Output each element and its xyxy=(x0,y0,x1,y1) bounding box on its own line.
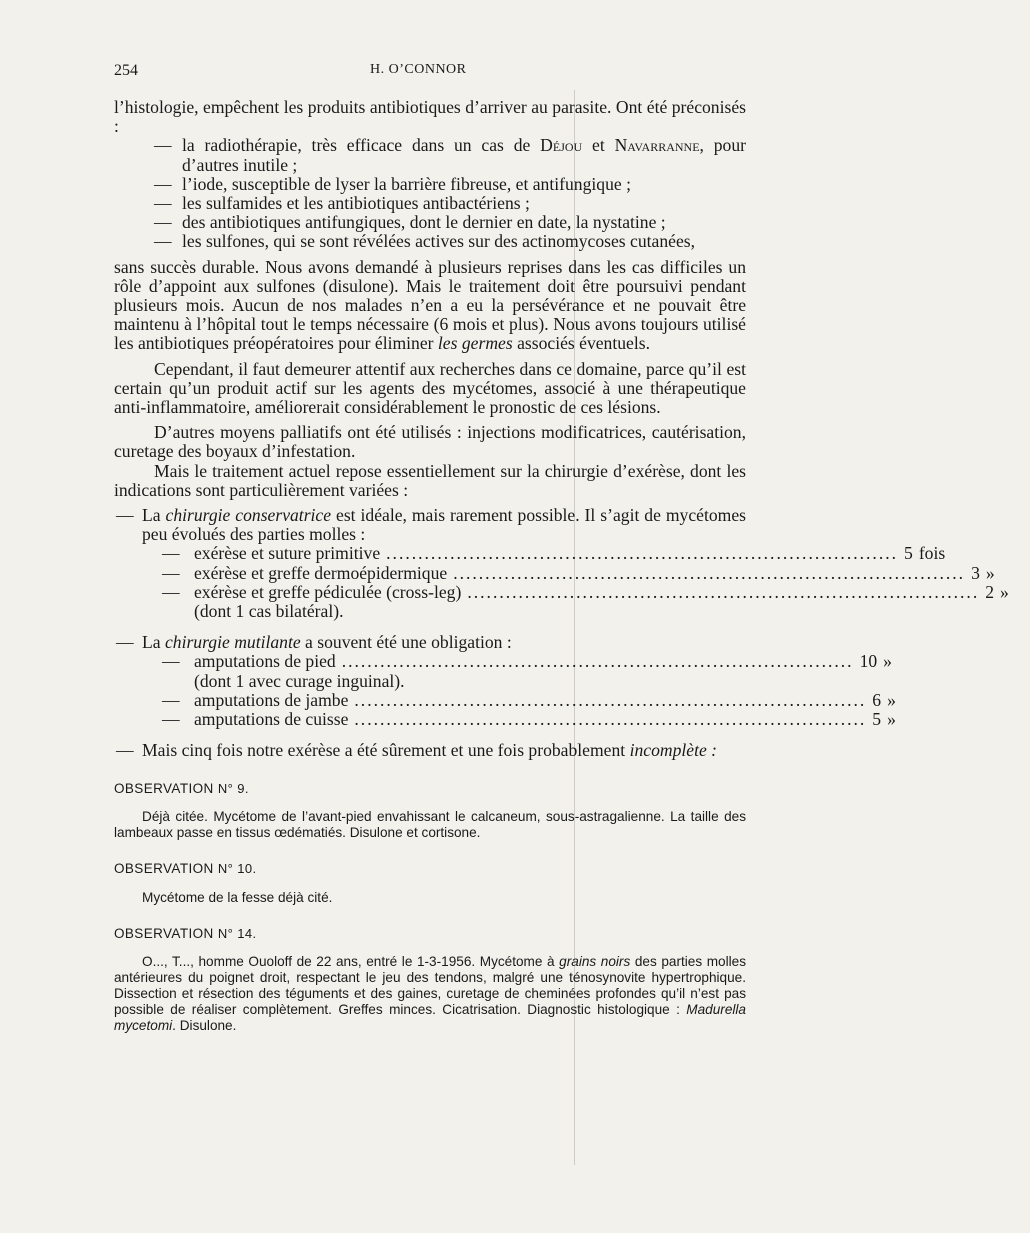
page-header xyxy=(114,62,746,86)
row-note: (dont 1 avec curage inguinal). xyxy=(194,670,405,691)
main-text xyxy=(114,97,1009,761)
row-note: (dont 1 cas bilatéral). xyxy=(194,601,344,622)
observation-10 xyxy=(114,861,746,906)
stat-row: — amputations de cuisse ................................................................................ 5 » xyxy=(162,709,896,730)
paragraph-palliative: D’autres moyens palliatifs ont été utilisés : injections modificatrices, cautérisation, curetage des boyaux d’infestation. xyxy=(114,422,746,462)
observation-text: Mycétome de la fesse déjà cité. xyxy=(142,889,333,905)
observation-text: Déjà citée. Mycétome de l’avant-pied envahissant le calcaneum, sous-astragalienne. La taille des lambeaux passe en tissus œdématiés. Disulone et cortisone. xyxy=(114,809,746,841)
paragraph-research: Cependant, il faut demeurer attentif aux recherches dans ce domaine, parce qu’il est certain qu’un produit actif sur les agents des mycétomes, associé à une thérapeutique anti-inflammatoire, améliorerait considérablement le pronostic de ces lésions. xyxy=(114,358,746,418)
list-item: — des antibiotiques antifungiques, dont le dernier en date, la nystatine ; xyxy=(154,212,666,233)
list-item: — les sulfones, qui se sont révélées actives sur des actinomycoses cutanées, xyxy=(154,231,696,252)
stat-row: — amputations de jambe ................................................................................ 6 » xyxy=(162,689,896,710)
list-item: — la radiothérapie, très efficace dans un cas de Déjou et Navarranne, pour d’autres inutile ; xyxy=(154,135,747,175)
observation-title: OBSERVATION N° 14. xyxy=(114,925,257,941)
category-heading: — La chirurgie mutilante a souvent été une obligation : xyxy=(116,632,512,653)
category-heading: — La chirurgie conservatrice est idéale, mais rarement possible. Il s’agit de mycétomes peu évolués des parties molles : xyxy=(116,505,746,545)
paragraph-intro: l’histologie, empêchent les produits antibiotiques d’arriver au parasite. Ont été préconisés : xyxy=(114,97,746,137)
observation-title: OBSERVATION N° 10. xyxy=(114,861,257,877)
observation-text: O..., T..., homme Ouoloff de 22 ans, entré le 1-3-1956. Mycétome à grains noirs des parties molles antérieures du poignet droit, respectant le jeu des tendons, malgré une ténosynovite hypertrophique. Dissection et résection des téguments et des gaines, curetage de cheminées profondes qu’il n’est pas possible de réaliser complètement. Greffes minces. Cicatrisation. Diagnostic histologique : Madurella mycetomi. Disulone. xyxy=(114,954,746,1034)
incomplete-excision: — Mais cinq fois notre exérèse a été sûrement et une fois probablement incomplète : xyxy=(116,740,718,761)
stat-row: — exérèse et greffe pédiculée (cross-leg) ................................................................................ 2 » xyxy=(162,581,1009,602)
stat-row: — exérèse et greffe dermoépidermique ................................................................................ 3 » xyxy=(162,562,995,583)
conservative-surgery xyxy=(114,505,1009,622)
list-item: — l’iode, susceptible de lyser la barrière fibreuse, et antifungique ; xyxy=(154,173,631,194)
paragraph-sulfones: sans succès durable. Nous avons demandé à plusieurs reprises dans les cas difficiles un rôle d’appoint aux sulfones (disulone). Mais le traitement doit être poursuivi pendant plusieurs mois. Aucun de nos malades n’en a eu la persévérance et ne pouvait être maintenu à l’hôpital tout le temps nécessaire (6 mois et plus). Nous avons toujours utilisé les antibiotiques préopératoires pour éliminer les germes associés éventuels. xyxy=(114,256,746,354)
mutilating-surgery xyxy=(114,632,896,730)
observation-14 xyxy=(114,926,746,1035)
stat-row: — exérèse et suture primitive ................................................................................ 5 fois xyxy=(162,543,946,564)
observation-9 xyxy=(114,781,746,842)
observation-title: OBSERVATION N° 9. xyxy=(114,780,249,796)
page-number: 254 xyxy=(114,62,138,79)
book-page xyxy=(114,62,1009,1048)
running-head: H. O’CONNOR xyxy=(370,62,467,77)
stat-row: — amputations de pied ................................................................................ 10 » xyxy=(162,651,892,672)
paragraph-surgery: Mais le traitement actuel repose essentiellement sur la chirurgie d’exérèse, dont les indications sont particulièrement variées : xyxy=(114,460,746,500)
treatment-list xyxy=(114,136,746,251)
list-item: — les sulfamides et les antibiotiques antibactériens ; xyxy=(154,193,530,214)
